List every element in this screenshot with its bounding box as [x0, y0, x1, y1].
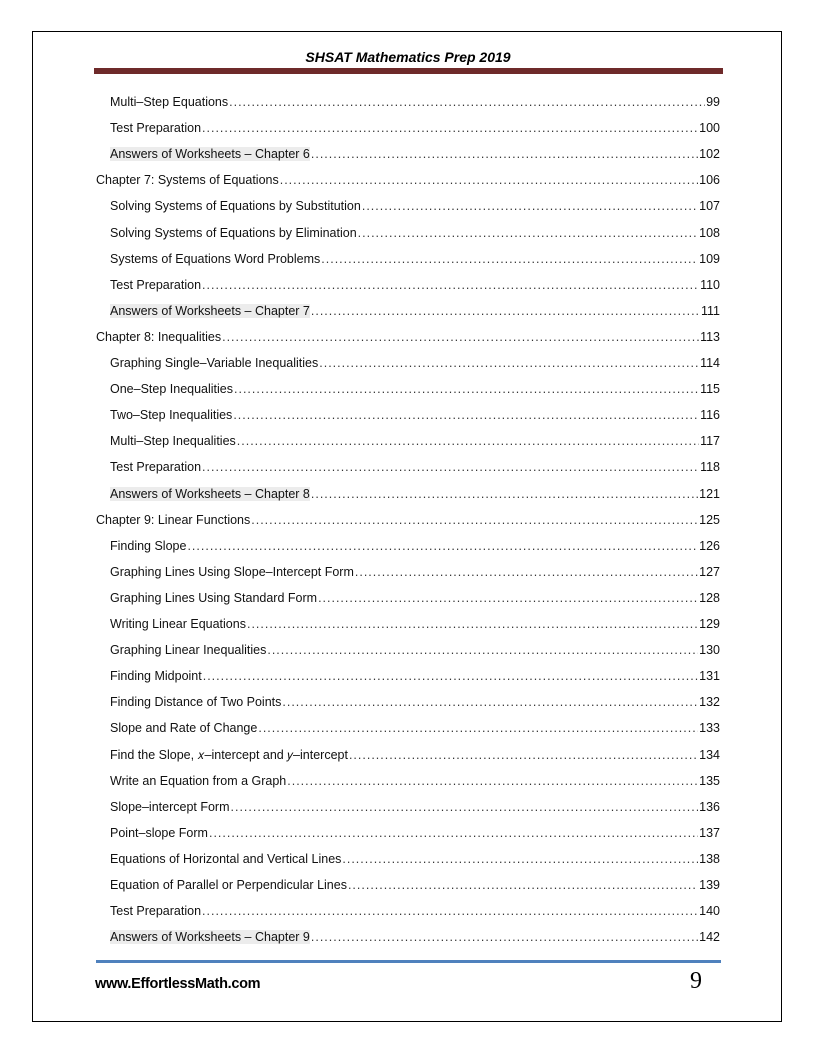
toc-dot-leader: [202, 904, 698, 918]
toc-entry-page: 129: [699, 617, 720, 631]
toc-entry-title: Graphing Linear Inequalities: [110, 643, 267, 658]
toc-entry-page: 109: [699, 251, 720, 266]
toc-entry-title: Answers of Worksheets – Chapter 6: [110, 147, 310, 162]
toc-entry-page: 117: [700, 434, 720, 449]
toc-dot-leader: [267, 643, 698, 657]
toc-entry-page: 113: [700, 329, 720, 344]
toc-entry-title: Answers of Worksheets – Chapter 8: [110, 486, 310, 501]
toc-dot-leader: [358, 226, 698, 240]
toc-entry-page: 127: [699, 564, 720, 579]
toc-section-entry[interactable]: [110, 121, 720, 139]
toc-dot-leader: [311, 930, 698, 944]
toc-entry-page: 135: [699, 773, 720, 788]
toc-section-entry[interactable]: [110, 252, 720, 270]
toc-dot-leader: [233, 408, 699, 422]
toc-section-entry[interactable]: [110, 669, 720, 687]
toc-entry-page: 137: [699, 825, 720, 840]
toc-entry-page: 108: [699, 225, 720, 240]
toc-entry-title: Two–Step Inequalities: [110, 408, 233, 423]
toc-dot-leader: [222, 330, 699, 344]
toc-dot-leader: [319, 356, 699, 370]
toc-entry-page: 136: [699, 799, 720, 814]
toc-section-entry[interactable]: [110, 930, 720, 948]
footer-rule: [96, 960, 721, 963]
toc-entry-page: 121: [699, 486, 720, 501]
toc-entry-page: 133: [699, 721, 720, 736]
toc-section-entry[interactable]: [110, 826, 720, 844]
toc-entry-title: Graphing Lines Using Standard Form: [110, 590, 318, 605]
toc-dot-leader: [251, 513, 698, 527]
toc-dot-leader: [202, 278, 699, 292]
toc-entry-title: Graphing Single–Variable Inequalities: [110, 356, 319, 370]
toc-dot-leader: [342, 852, 698, 866]
toc-section-entry[interactable]: [110, 199, 720, 217]
toc-chapter-entry[interactable]: [96, 173, 720, 191]
toc-entry-title: Equations of Horizontal and Vertical Lines: [110, 851, 342, 866]
toc-section-entry[interactable]: [110, 565, 720, 583]
toc-entry-page: 106: [699, 173, 720, 188]
toc-entry-title: Test Preparation: [110, 121, 202, 136]
toc-dot-leader: [311, 304, 700, 318]
toc-entry-title: Test Preparation: [110, 277, 202, 292]
toc-entry-title: Point–slope Form: [110, 825, 208, 840]
footer-website: www.EffortlessMath.com: [95, 976, 261, 992]
toc-section-entry[interactable]: [110, 278, 720, 296]
toc-dot-leader: [229, 95, 705, 109]
toc-entry-title: Finding Distance of Two Points: [110, 695, 282, 710]
toc-entry-page: 111: [700, 303, 720, 318]
toc-entry-title: Systems of Equations Word Problems: [110, 251, 321, 266]
toc-entry-title: Graphing Lines Using Slope–Intercept Form: [110, 564, 354, 579]
toc-entry-page: 134: [699, 747, 720, 762]
toc-entry-page: 110: [700, 277, 720, 292]
page-number: 9: [690, 968, 702, 994]
toc-entry-page: 140: [699, 904, 720, 919]
toc-entry-title: Find the Slope, 𝑥–intercept and 𝑦–intercept: [110, 747, 348, 762]
toc-dot-leader: [187, 539, 698, 553]
toc-section-entry[interactable]: [110, 721, 720, 739]
toc-section-entry[interactable]: [110, 356, 720, 374]
toc-entry-page: 107: [699, 199, 720, 214]
toc-entry-page: 128: [699, 590, 720, 605]
toc-dot-leader: [282, 695, 698, 709]
toc-section-entry[interactable]: [110, 617, 720, 635]
toc-entry-page: 132: [699, 695, 720, 710]
toc-dot-leader: [258, 721, 698, 735]
toc-dot-leader: [203, 669, 698, 683]
toc-section-entry[interactable]: [110, 643, 720, 661]
toc-section-entry[interactable]: [110, 539, 720, 557]
toc-entry-page: 102: [699, 147, 720, 162]
toc-entry-title: Test Preparation: [110, 904, 202, 919]
toc-section-entry[interactable]: [110, 95, 720, 113]
toc-entry-page: 142: [699, 930, 720, 945]
toc-entry-title: Test Preparation: [110, 460, 202, 475]
toc-section-entry[interactable]: [110, 748, 720, 766]
toc-dot-leader: [202, 121, 698, 135]
toc-dot-leader: [247, 617, 698, 631]
toc-section-entry[interactable]: [110, 852, 720, 870]
toc-dot-leader: [280, 173, 698, 187]
toc-section-entry[interactable]: [110, 591, 720, 609]
toc-section-entry[interactable]: [110, 878, 720, 896]
toc-entry-title: Multi–Step Inequalities: [110, 434, 236, 449]
toc-section-entry[interactable]: [110, 460, 720, 478]
toc-entry-title: Slope–intercept Form: [110, 799, 230, 814]
toc-entry-title: Chapter 9: Linear Functions: [96, 512, 251, 527]
toc-entry-title: Answers of Worksheets – Chapter 7: [110, 303, 310, 318]
toc-dot-leader: [348, 878, 698, 892]
toc-section-entry[interactable]: [110, 147, 720, 165]
toc-section-entry[interactable]: [110, 695, 720, 713]
toc-dot-leader: [311, 147, 698, 161]
toc-entry-page: 139: [699, 878, 720, 892]
toc-dot-leader: [209, 826, 698, 840]
toc-entry-page: 138: [699, 851, 720, 866]
toc-entry-title: Solving Systems of Equations by Substitution: [110, 199, 361, 214]
toc-dot-leader: [355, 565, 698, 579]
toc-entry-title: Finding Midpoint: [110, 669, 202, 684]
toc-dot-leader: [311, 487, 698, 501]
toc-section-entry[interactable]: [110, 382, 720, 400]
toc-dot-leader: [349, 748, 698, 762]
toc-chapter-entry[interactable]: [96, 513, 720, 531]
toc-chapter-entry[interactable]: [96, 330, 720, 348]
toc-section-entry[interactable]: [110, 800, 720, 818]
toc-section-entry[interactable]: [110, 226, 720, 244]
toc-entry-title: Chapter 8: Inequalities: [96, 329, 222, 344]
toc-section-entry[interactable]: [110, 774, 720, 792]
toc-dot-leader: [321, 252, 698, 266]
running-header-title: SHSAT Mathematics Prep 2019: [305, 49, 511, 65]
toc-entry-page: 99: [706, 95, 720, 109]
toc-entry-title: Solving Systems of Equations by Elimination: [110, 225, 357, 240]
toc-entry-page: 100: [699, 121, 720, 136]
toc-entry-page: 118: [700, 460, 720, 475]
toc-dot-leader: [362, 199, 698, 213]
toc-entry-title: One–Step Inequalities: [110, 382, 234, 397]
toc-entry-title: Chapter 7: Systems of Equations: [96, 173, 279, 188]
toc-dot-leader: [237, 434, 699, 448]
toc-entry-page: 125: [699, 512, 720, 527]
toc-entry-title: Answers of Worksheets – Chapter 9: [110, 930, 310, 945]
toc-entry-page: 130: [699, 643, 720, 658]
toc-entry-title: Slope and Rate of Change: [110, 721, 258, 736]
toc-dot-leader: [318, 591, 698, 605]
toc-entry-title: Finding Slope: [110, 538, 187, 553]
toc-entry-title: Multi–Step Equations: [110, 95, 229, 109]
toc-section-entry[interactable]: [110, 487, 720, 505]
toc-section-entry[interactable]: [110, 408, 720, 426]
toc-entry-title: Write an Equation from a Graph: [110, 773, 287, 788]
toc-entry-page: 115: [700, 382, 720, 397]
toc-section-entry[interactable]: [110, 304, 720, 322]
toc-entry-page: 116: [700, 408, 720, 423]
toc-dot-leader: [231, 800, 699, 814]
toc-dot-leader: [287, 774, 698, 788]
toc-entry-title: Equation of Parallel or Perpendicular Lines: [110, 878, 347, 892]
toc-section-entry[interactable]: [110, 904, 720, 922]
toc-dot-leader: [202, 460, 699, 474]
toc-entry-page: 131: [699, 669, 720, 684]
toc-entry-page: 114: [700, 356, 720, 370]
toc-entry-title: Writing Linear Equations: [110, 617, 246, 631]
toc-section-entry[interactable]: [110, 434, 720, 452]
toc-dot-leader: [234, 382, 699, 396]
toc-entry-page: 126: [699, 538, 720, 553]
